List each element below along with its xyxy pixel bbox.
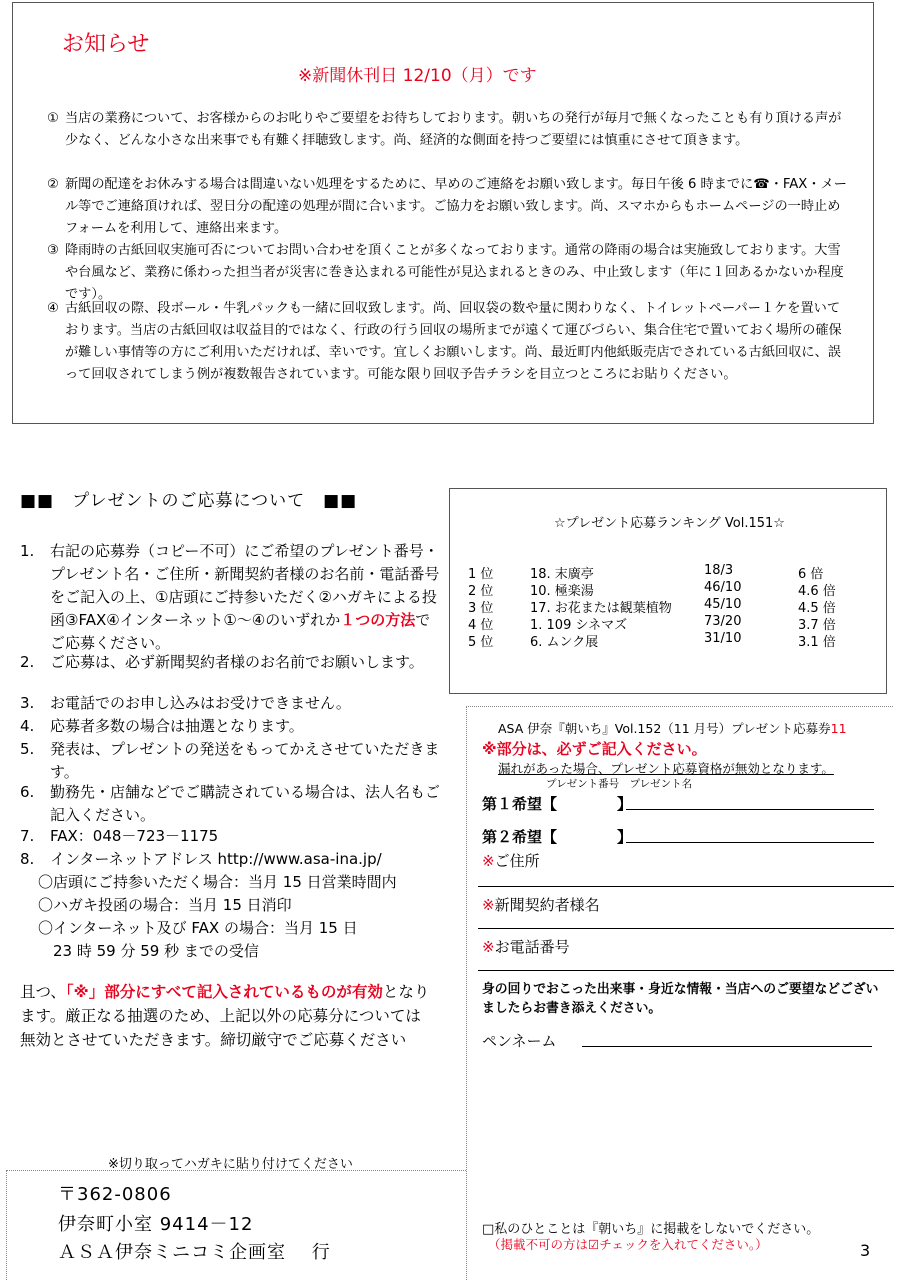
ranking-item: 6. ムンク展 — [530, 635, 599, 650]
ranking-rank: 5 位 — [468, 635, 494, 650]
present-item-number: 1. — [20, 542, 35, 560]
present-item-text: インターネットアドレス http://www.asa-ina.jp/ — [50, 850, 382, 868]
coupon-penname-field[interactable] — [582, 1046, 872, 1047]
notice-subtitle: ※新聞休刊日 12/10（月）です — [298, 66, 537, 86]
notice-item — [47, 174, 847, 240]
notice-item — [47, 240, 847, 306]
present-item-text: お電話でのお申し込みはお受けできません。 — [50, 694, 351, 712]
address-line-1: 伊奈町小室 9414－12 — [58, 1214, 254, 1235]
validity-note-a: 且つ、 — [20, 983, 66, 1001]
notice-title: お知らせ — [62, 32, 150, 57]
present-item-text: ご応募は、必ず新聞契約者様のお名前でお願いします。 — [50, 653, 424, 671]
present-item — [20, 540, 440, 655]
present-subitem: 〇店頭にご持参いただく場合：当月 15 日営業時間内 — [38, 873, 397, 891]
ranking-count: 73/20 — [704, 614, 742, 629]
coupon-optout-note: （掲載不可の方は☑チェックを入れてください。） — [488, 1237, 768, 1252]
ranking-rank: 1 位 — [468, 567, 494, 582]
present-item1-text-b: でご応募ください。 — [50, 611, 431, 652]
ranking-ratio: 6 倍 — [798, 567, 824, 582]
coupon-phone-label: ※お電話番号 — [482, 938, 570, 956]
ranking-item: 17. お花または観葉植物 — [530, 601, 672, 616]
present-item-text — [20, 540, 440, 655]
notice-item — [47, 298, 847, 386]
present-item-number: 4. — [20, 717, 35, 735]
notice-item-number: ③ — [47, 243, 59, 258]
present-subitem: 〇ハガキ投函の場合：当月 15 日消印 — [38, 896, 292, 914]
ranking-rank: 3 位 — [468, 601, 494, 616]
present-item — [20, 848, 440, 871]
notice-item-number: ② — [47, 177, 59, 192]
present-item-text: FAX：048－723－1175 — [50, 827, 219, 845]
page-number: 3 — [860, 1241, 871, 1260]
notice-item-number: ① — [47, 111, 59, 126]
present-item-number: 2. — [20, 653, 35, 671]
present-item-number: 5. — [20, 740, 35, 758]
ranking-item: 18. 末廣亭 — [530, 567, 594, 582]
present-item — [20, 692, 440, 715]
coupon-name-field[interactable] — [478, 928, 894, 929]
present-item — [20, 738, 440, 784]
ranking-ratio: 4.6 倍 — [798, 584, 836, 599]
coupon-request-text: 身の回りでおこった出来事・身近な情報・当店へのご要望などございましたらお書き添えください。 — [482, 982, 879, 1016]
notice-item-number: ④ — [47, 301, 59, 316]
present-item-number: 6. — [20, 783, 35, 801]
present-item — [20, 781, 440, 827]
coupon-address-label: ※ご住所 — [482, 852, 540, 870]
address-line-2: ＡＳＡ伊奈ミニコミ企画室 行 — [58, 1242, 331, 1263]
present-item — [20, 825, 440, 848]
notice-item-text: 降雨時の古紙回収実施可否についてお問い合わせを頂くことが多くなっております。通常の降雨の場合は実施致しております。大雪や台風など、業務に係わった担当者が災害に巻き込まれる可能性が見込まれるときのみ、中止致します（年に１回あるかないか程度です）。 — [65, 243, 844, 302]
coupon-penname-label: ペンネーム — [482, 1032, 557, 1050]
notice-item-text: 古紙回収の際、段ボール・牛乳パックも一緒に回収致します。尚、回収袋の数や量に関わりなく、トイレットペーパー１ケを置いております。当店の古紙回収は収益目的ではなく、行政の行う回収の場所までが遠くて運びづらい、集合住宅で置いておく場所の確保が難しい事情等の方にご利用いただければ、幸いです。宜しくお願いします。尚、最近町内他紙販売店でされている古紙回収に、誤って回収されてしまう例が複数報告されています。可能な限り回収予告チラシを目立つところにお貼りください。 — [65, 301, 842, 382]
ranking-ratio: 4.5 倍 — [798, 601, 836, 616]
present-item — [20, 651, 440, 674]
notice-item — [47, 108, 847, 152]
coupon-column-headers: プレゼント番号 プレゼント名 — [546, 778, 693, 790]
coupon-choice-2-field[interactable] — [626, 842, 874, 843]
coupon-optout-checkbox[interactable]: □私のひとことは『朝いち』に掲載をしないでください。 — [482, 1222, 820, 1237]
validity-note-highlight: 「※」部分にすべて記入されているものが有効 — [65, 983, 383, 1001]
ranking-ratio: 3.7 倍 — [798, 618, 836, 633]
present-item1-text-a: 右記の応募券（コピー不可）にご希望のプレゼント番号・プレゼント名・ご住所・新聞契約者様のお名前・電話番号をご記入の上、①店頭にご持参いただく②ハガキによる投函③FAX④インターネット①～④のいずれか — [50, 542, 440, 629]
ranking-rank: 4 位 — [468, 618, 494, 633]
coupon-address-field[interactable] — [478, 886, 894, 887]
ranking-count: 18/3 — [704, 563, 734, 578]
coupon-phone-field[interactable] — [478, 970, 894, 971]
validity-note-b: となります。厳正なる抽選のため、上記以外の応募分については 無効とさせていただきます。締切厳守でご応募ください — [20, 983, 430, 1049]
present-item-text: 勤務先・店舗などでご購読されている場合は、法人名もご記入ください。 — [50, 783, 441, 824]
coupon-title: ASA 伊奈『朝いち』Vol.152（11 月号）プレゼント応募券11 — [498, 721, 847, 736]
notice-item-text: 新聞の配達をお休みする場合は間違いない処理をするために、早めのご連絡をお願い致します。毎日午後 6 時までに☎・FAX・メール等でご連絡頂ければ、翌日分の配達の処理が間に合います。ご協力をお願い致します。尚、スマホからもホームページの一時止めフォームを利用して、連絡出来ます。 — [65, 177, 847, 236]
ranking-ratio: 3.1 倍 — [798, 635, 836, 650]
present-item — [20, 715, 440, 738]
coupon-title-number: 11 — [830, 721, 847, 736]
postal-code: 〒362-0806 — [58, 1184, 172, 1205]
validity-note — [20, 980, 440, 1052]
ranking-title: ☆プレゼント応募ランキング Vol.151☆ — [554, 516, 785, 531]
present-item1-highlight: １つの方法 — [340, 611, 416, 629]
present-item-number: 8. — [20, 850, 35, 868]
ranking-count: 45/10 — [704, 597, 742, 612]
coupon-required-note: ※部分は、必ずご記入ください。 — [482, 740, 707, 758]
coupon-choice-2-label: 第２希望【 】 — [482, 828, 633, 846]
present-heading: ■■ プレゼントのご応募について ■■ — [20, 491, 358, 511]
ranking-item: 1. 109 シネマズ — [530, 618, 628, 633]
present-subitem: 〇インターネット及び FAX の場合：当月 15 日 — [38, 919, 358, 937]
present-item-text: 発表は、プレゼントの発送をもってかえさせていただきます。 — [50, 740, 440, 781]
coupon-choice-1-field[interactable] — [626, 809, 874, 810]
present-item-text: 応募者多数の場合は抽選となります。 — [50, 717, 304, 735]
ranking-rank: 2 位 — [468, 584, 494, 599]
present-item-number: 7. — [20, 827, 35, 845]
ranking-count: 31/10 — [704, 631, 742, 646]
cut-instruction: ※切り取ってハガキに貼り付けてください — [108, 1157, 353, 1172]
present-item-number: 3. — [20, 694, 35, 712]
coupon-name-label: ※新聞契約者様名 — [482, 896, 600, 914]
present-subitem: 23 時 59 分 59 秒 までの受信 — [38, 942, 259, 960]
coupon-choice-1-label: 第１希望【 】 — [482, 795, 633, 813]
ranking-count: 46/10 — [704, 580, 742, 595]
ranking-item: 10. 極楽湯 — [530, 584, 594, 599]
coupon-warning: 漏れがあった場合、プレゼント応募資格が無効となります。 — [498, 761, 834, 776]
notice-item-text: 当店の業務について、お客様からのお叱りやご要望をお待ちしております。朝いちの発行が毎月で無くなったことも有り頂ける声が少なく、どんな小さな出来事でも有難く拝聴致します。尚、経済的な側面を持つご要望には慎重にさせて頂きます。 — [65, 111, 842, 148]
